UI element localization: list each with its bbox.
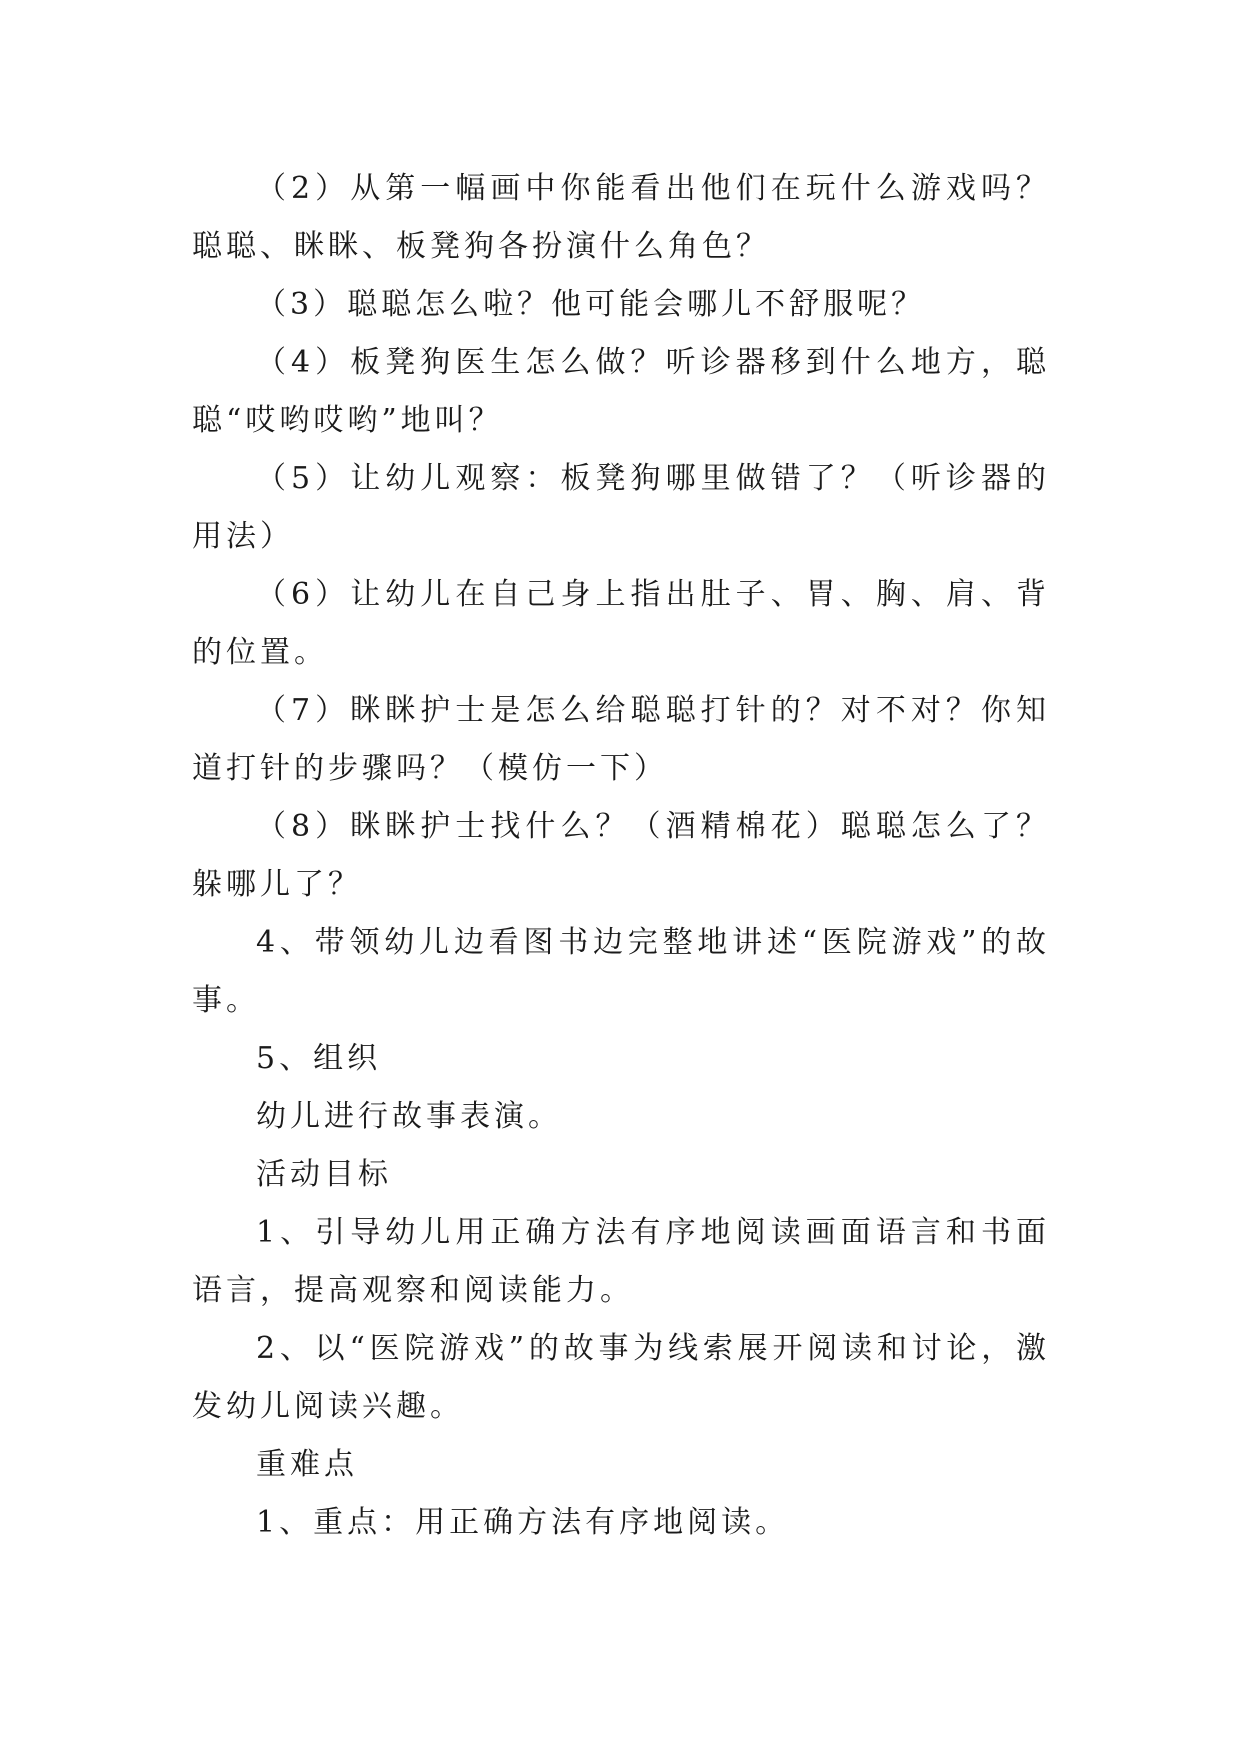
paragraph-question-2: （2）从第一幅画中你能看出他们在玩什么游戏吗？聪聪、眯眯、板凳狗各扮演什么角色？: [192, 171, 1050, 264]
heading-key-points: 重难点: [256, 1447, 358, 1482]
paragraph-question-8: （8）眯眯护士找什么？（酒精棉花）聪聪怎么了？躲哪儿了？: [192, 809, 1050, 902]
paragraph-question-6: （6）让幼儿在自己身上指出肚子、胃、胸、肩、背的位置。: [192, 577, 1050, 670]
paragraph-step-5: 5、组织: [256, 1041, 382, 1076]
paragraph-key-point-1: 1、重点：用正确方法有序地阅读。: [256, 1505, 790, 1540]
paragraph-question-3: （3）聪聪怎么啦？他可能会哪儿不舒服呢？: [256, 287, 926, 322]
paragraph-question-5: （5）让幼儿观察：板凳狗哪里做错了？（听诊器的用法）: [192, 461, 1050, 554]
paragraph-step-4: 4、带领幼儿边看图书边完整地讲述“医院游戏”的故事。: [192, 925, 1050, 1018]
paragraph-goal-2: 2、以“医院游戏”的故事为线索展开阅读和讨论，激发幼儿阅读兴趣。: [192, 1331, 1050, 1424]
paragraph-question-4: （4）板凳狗医生怎么做？听诊器移到什么地方，聪聪“哎哟哎哟”地叫？: [192, 345, 1050, 438]
document-body: [192, 160, 1050, 1552]
paragraph-story-performance: 幼儿进行故事表演。: [256, 1099, 562, 1134]
paragraph-question-7: （7）眯眯护士是怎么给聪聪打针的？对不对？你知道打针的步骤吗？（模仿一下）: [192, 693, 1050, 786]
paragraph-goal-1: 1、引导幼儿用正确方法有序地阅读画面语言和书面语言，提高观察和阅读能力。: [192, 1215, 1050, 1308]
heading-activity-goals: 活动目标: [256, 1157, 392, 1192]
